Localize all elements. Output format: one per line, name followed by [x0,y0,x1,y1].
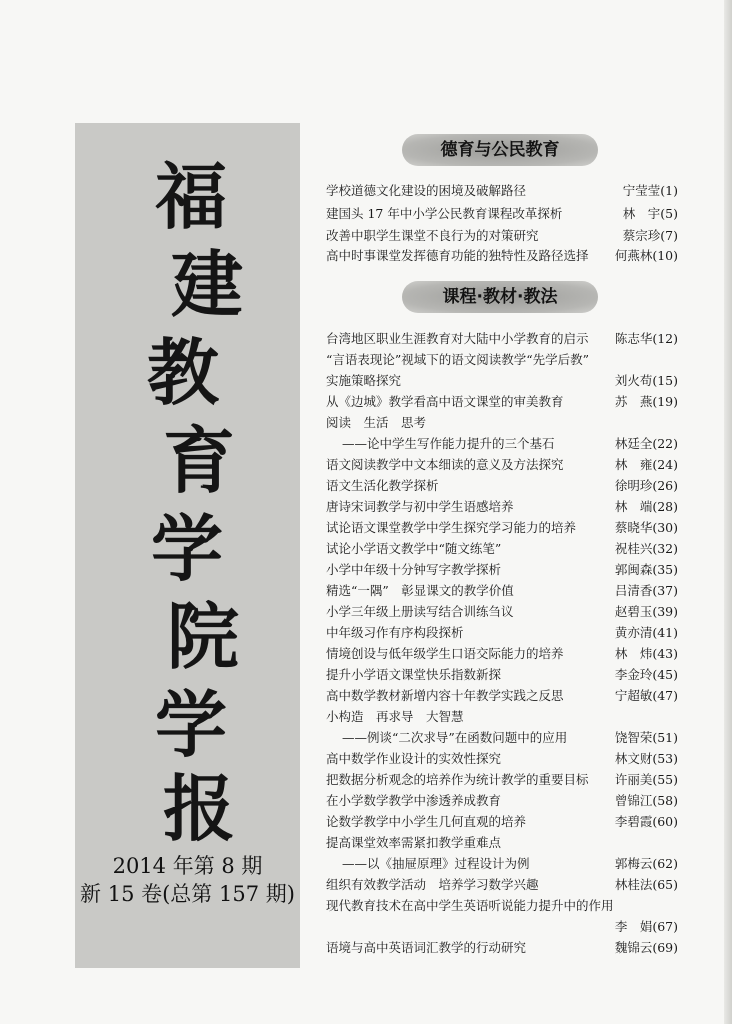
toc-entry-title: 建国头 17 年中小学公民教育课程改革探析 [326,206,563,221]
toc-entry-author: 林 炜(43) [614,646,678,661]
toc-entry[interactable] [326,329,678,349]
toc-entry-author: 蔡晓华(30) [614,520,678,535]
toc-entry-title: 唐诗宋词教学与初中学生语感培养 [326,499,514,514]
toc-entry-title: 实施策略探究 [326,373,402,388]
journal-title-char: 学 [151,506,224,591]
toc-entry[interactable] [326,875,678,895]
toc-entry-author: 魏锦云(69) [614,940,678,955]
toc-entry-title: 学校道德文化建设的困境及破解路径 [326,183,527,198]
journal-cover-panel [75,123,300,968]
toc-entry[interactable] [326,917,678,937]
toc-entry-title: 高中数学教材新增内容十年教学实践之反思 [326,688,564,703]
toc-entry-author: 许丽美(55) [614,772,678,787]
toc-entry[interactable] [326,204,678,224]
toc-entry-title: 在小学数学教学中渗透养成教育 [326,793,502,808]
toc-entry-title: 论数学教学中小学生几何直观的培养 [326,814,527,829]
toc-entry-author: 郭闽森(35) [614,562,678,577]
toc-entry-author: 吕清香(37) [614,583,678,598]
section-header-curriculum: 课程·教材·教法 [402,281,598,313]
toc-entry-author: 宁莹莹(1) [622,183,678,198]
toc-entry-author: 蔡宗珍(7) [622,228,678,243]
toc-entry-author: 李碧霞(60) [614,814,678,829]
toc-entry[interactable] [326,896,678,916]
toc-entry-title: “言语表现论”视域下的语文阅读教学“先学后教” [326,352,590,367]
toc-entry[interactable] [326,854,678,874]
toc-entry-author: 林 宇(5) [622,206,678,221]
toc-entry[interactable] [326,665,678,685]
toc-entry-title: 情境创设与低年级学生口语交际能力的培养 [326,646,564,661]
toc-entry-author: 宁超敏(47) [614,688,678,703]
toc-entry-author: 李金玲(45) [614,667,678,682]
toc-entry[interactable] [326,602,678,622]
toc-entry[interactable] [326,812,678,832]
toc-entry-author: 刘火苟(15) [614,373,678,388]
toc-entry[interactable] [326,623,678,643]
toc-entry[interactable] [326,497,678,517]
toc-entry-author: 李 娟(67) [614,919,678,934]
toc-entry-title: 试论语文课堂教学中学生探究学习能力的培养 [326,520,577,535]
toc-entry-author: 黄亦清(41) [614,625,678,640]
journal-title-char: 福 [155,154,228,239]
toc-entry[interactable] [326,539,678,559]
toc-entry[interactable] [326,707,678,727]
toc-entry-title: ——以《抽屉原理》过程设计为例 [342,856,530,871]
toc-entry-title: 语文生活化教学探析 [326,478,439,493]
toc-entry[interactable] [326,581,678,601]
toc-entry[interactable] [326,728,678,748]
toc-entry-title: 小学中年级十分钟写字教学探析 [326,562,502,577]
toc-entry-title: 提高课堂效率需紧扣教学重难点 [326,835,502,850]
toc-entry[interactable] [326,476,678,496]
toc-entry-title: 语文阅读教学中文本细读的意义及方法探究 [326,457,564,472]
journal-title-char: 院 [167,594,240,679]
toc-entry-title: ——论中学生写作能力提升的三个基石 [342,436,555,451]
toc-entry[interactable] [326,749,678,769]
toc-entry-title: 现代教育技术在高中学生英语听说能力提升中的作用 [326,898,614,913]
toc-entry[interactable] [326,770,678,790]
toc-entry-title: 高中时事课堂发挥德育功能的独特性及路径选择 [326,248,589,263]
journal-title-char: 学 [155,682,228,767]
toc-entry[interactable] [326,181,678,201]
issue-number: 2014 年第 8 期 [112,854,263,878]
toc-entry-author: 曾锦江(58) [614,793,678,808]
toc-entry-title: 精选“一隅” 彰显课文的教学价值 [326,583,514,598]
toc-entry-title: 提升小学语文课堂快乐指数新探 [326,667,502,682]
toc-entry[interactable] [326,246,678,266]
toc-entry-title: 小学三年级上册读写结合训练刍议 [326,604,514,619]
toc-entry[interactable] [326,434,678,454]
journal-title-char: 育 [163,418,236,503]
toc-entry-author: 林廷全(22) [614,436,678,451]
toc-entry[interactable] [326,791,678,811]
toc-entry-author: 苏 燕(19) [614,394,678,409]
toc-entry[interactable] [326,413,678,433]
toc-entry-author: 赵碧玉(39) [614,604,678,619]
toc-entry[interactable] [326,371,678,391]
toc-entry[interactable] [326,350,678,370]
toc-entry-title: 台湾地区职业生涯教育对大陆中小学教育的启示 [326,331,589,346]
toc-entry-title: 高中数学作业设计的实效性探究 [326,751,502,766]
journal-title-char: 报 [163,766,236,851]
toc-entry[interactable] [326,686,678,706]
toc-entry[interactable] [326,518,678,538]
toc-entry-author: 饶智荣(51) [614,730,678,745]
toc-entry-title: 中年级习作有序构段探析 [326,625,464,640]
toc-entry-title: 小构造 再求导 大智慧 [326,709,464,724]
toc-entry-author: 林桂法(65) [614,877,678,892]
toc-entry[interactable] [326,938,678,958]
journal-title-char: 建 [171,242,244,327]
toc-entry[interactable] [326,833,678,853]
toc-entry-title: 从《边城》教学看高中语文课堂的审美教育 [326,394,564,409]
toc-entry-author: 祝桂兴(32) [614,541,678,556]
page-edge [724,0,732,1024]
journal-title-char: 教 [147,330,220,415]
toc-entry-title: ——例谈“二次求导”在函数问题中的应用 [342,730,568,745]
toc-entry-author: 陈志华(12) [614,331,678,346]
toc-entry-title: 改善中职学生课堂不良行为的对策研究 [326,228,539,243]
toc-entry[interactable] [326,560,678,580]
toc-entry-title: 把数据分析观念的培养作为统计教学的重要目标 [326,772,589,787]
toc-entry-author: 何燕林(10) [614,248,678,263]
toc-entry[interactable] [326,226,678,246]
toc-entry-title: 语境与高中英语词汇教学的行动研究 [326,940,527,955]
toc-entry[interactable] [326,392,678,412]
toc-entry[interactable] [326,644,678,664]
toc-entry-author: 郭梅云(62) [614,856,678,871]
toc-entry[interactable] [326,455,678,475]
toc-entry-title: 阅读 生活 思考 [326,415,427,430]
toc-entry-title: 试论小学语文教学中“随文练笔” [326,541,502,556]
toc-entry-author: 林 雍(24) [614,457,678,472]
toc-entry-author: 林文财(53) [614,751,678,766]
toc-entry-author: 徐明珍(26) [614,478,678,493]
volume-number: 新 15 卷(总第 157 期) [80,882,295,906]
toc-entry-author: 林 端(28) [614,499,678,514]
section-header-moral-education: 德育与公民教育 [402,134,598,166]
toc-entry-title: 组织有效教学活动 培养学习数学兴趣 [326,877,539,892]
